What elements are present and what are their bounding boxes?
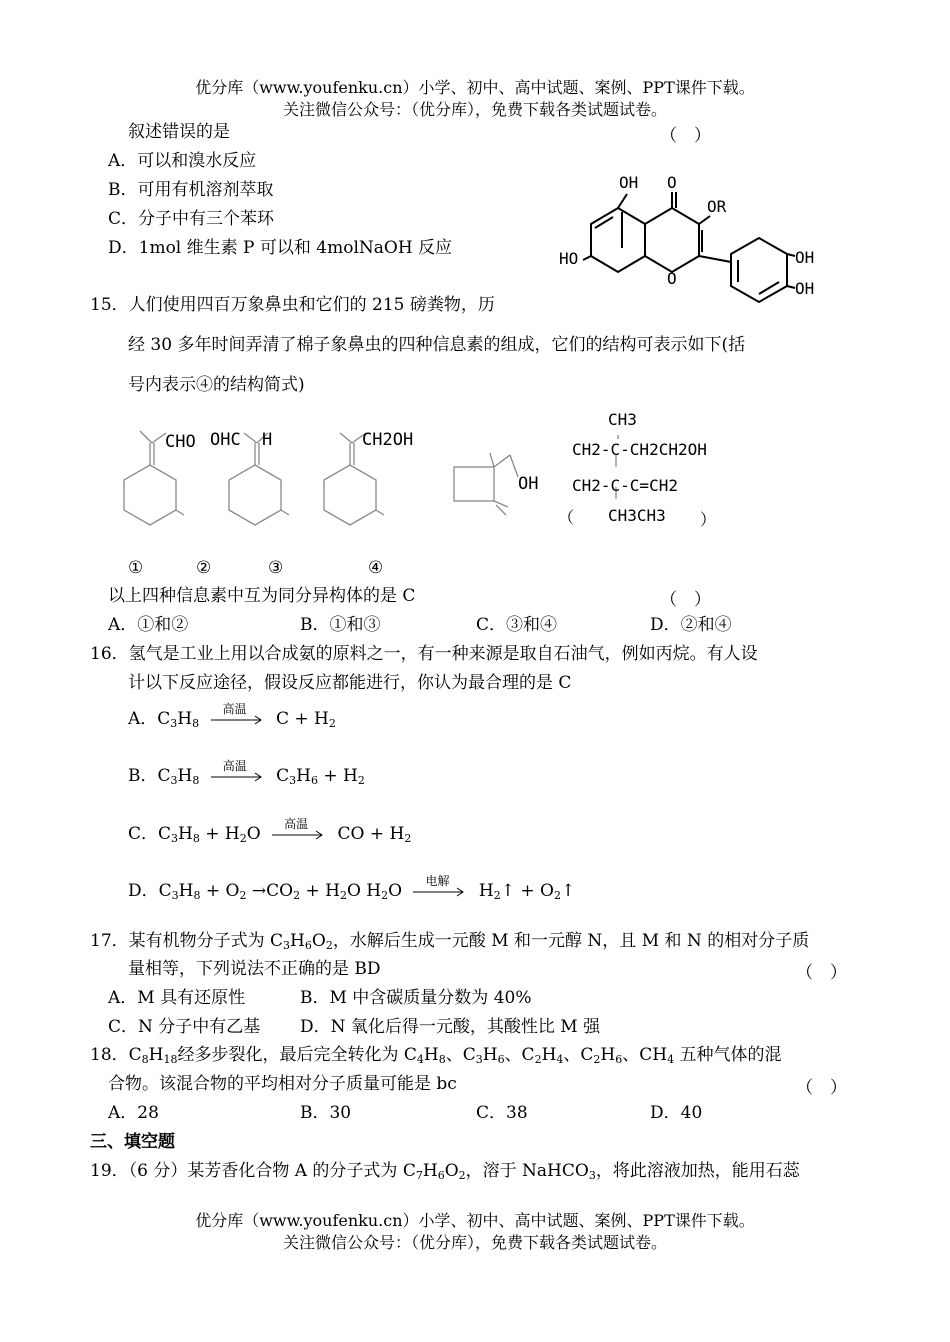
q16-option-c: C．$C_3H_8 + H_2O$ 高温 CO + $H_2$ — [128, 816, 412, 845]
pheromone-number-2: ② — [196, 558, 212, 578]
q15-option-d: D．②和④ — [650, 615, 732, 635]
vitamin-p-or: OR — [707, 197, 727, 216]
arrow-gaowen-c: 高温 — [270, 825, 328, 845]
pheromone-number-3: ③ — [268, 558, 284, 578]
q18-line-1: 18．$C_8H_{18}$经多步裂化，最后完全转化为 $C_4H_8$、$C_3H_6$、$C_2H_4$、$C_2H_6$、$CH_4$ 五种气体的混 — [90, 1045, 782, 1066]
q14-option-a: A．可以和溴水反应 — [108, 151, 257, 171]
pheromone-4-chain-2: CH2-C-C=CH2 — [572, 476, 678, 495]
q16-option-a: A．$C_3H_8$ 高温 $C + H_2$ — [128, 701, 336, 730]
pheromone-4-chain-1: CH2-C-CH2CH2OH — [572, 440, 707, 459]
q15-option-c: C．③和④ — [476, 615, 558, 635]
q16-option-b: B．$C_3H_8$ 高温 $C_3H_6 + H_2$ — [128, 758, 365, 787]
q18-answer-blank: （ ） — [796, 1078, 847, 1098]
header-line-2: 关注微信公众号：（优分库），免费下载各类试题试卷。 — [282, 100, 667, 119]
q17-line-1: 17．某有机物分子式为 $C_3H_6O_2$，水解后生成一元酸 M 和一元醇 N，且 M 和 N 的相对分子质 — [90, 931, 810, 952]
pheromone-4-left-paren: （ — [558, 508, 575, 527]
vitamin-p-structure — [555, 168, 835, 308]
q18-line-2: 合物。该混合物的平均相对分子质量可能是 bc — [108, 1074, 457, 1094]
pheromone-4-ch3-top: CH3 — [608, 410, 637, 429]
q14-stem: 叙述错误的是 — [128, 122, 230, 142]
pheromone-number-1: ① — [128, 558, 144, 578]
q16-option-d: D．$C_3H_8 + O_2 \to CO_2 + H_2O$ $H_2O$ 电解 $H_2↑$ + $O_2↑$ — [128, 873, 576, 902]
arrow-dianjie-d: 电解 — [411, 882, 469, 902]
q15-option-a: A．①和② — [108, 615, 189, 635]
q17-option-b: B．M 中含碳质量分数为 40% — [300, 988, 532, 1008]
q17-option-c: C．N 分子中有乙基 — [108, 1017, 261, 1037]
q14-option-b: B．可用有机溶剂萃取 — [108, 180, 274, 200]
header-line-1: 优分库（www.youfenku.cn）小学、初中、高中试题、案例、PPT课件下载。 — [195, 78, 755, 97]
q17-answer-blank: （ ） — [796, 963, 847, 983]
vitamin-p-oh-right-2: OH — [795, 279, 815, 298]
pheromone-4-ch3ch3: CH3CH3 — [608, 506, 666, 525]
q15-line-2: 经 30 多年时间弄清了棉子象鼻虫的四种信息素的组成，它们的结构可表示如下(括 — [128, 335, 746, 355]
pheromone-structures — [110, 405, 730, 540]
footer-line-1: 优分库（www.youfenku.cn）小学、初中、高中试题、案例、PPT课件下载。 — [195, 1211, 755, 1230]
q18-option-c: C．38 — [476, 1103, 528, 1123]
pheromone-2-ohc: OHC — [210, 430, 241, 450]
q16-line-1: 16．氢气是工业上用以合成氨的原料之一，有一种来源是取自石油气，例如丙烷。有人设 — [90, 644, 758, 664]
pheromone-2-h: H — [262, 430, 273, 450]
q15-answer-blank: （ ） — [660, 590, 711, 610]
q19-line-1: 19．（6 分）某芳香化合物 A 的分子式为 $C_7H_6O_2$，溶于 NaHCO$_3$，将此溶液加热，能用石蕊 — [90, 1161, 800, 1182]
q14-answer-blank: （ ） — [660, 126, 711, 146]
q16-line-2: 计以下反应途径，假设反应都能进行，你认为最合理的是 C — [128, 673, 572, 693]
pheromone-4-right-paren: ） — [700, 510, 717, 529]
q15-option-b: B．①和③ — [300, 615, 381, 635]
pheromone-number-4: ④ — [368, 558, 384, 578]
q17-option-a: A．M 具有还原性 — [108, 988, 246, 1008]
q18-option-b: B．30 — [300, 1103, 352, 1123]
vitamin-p-ring-o: O — [667, 269, 677, 288]
q18-option-d: D．40 — [650, 1103, 703, 1123]
q17-line-2: 量相等，下列说法不正确的是 BD — [128, 959, 381, 979]
vitamin-p-oh-top: OH — [619, 173, 639, 192]
footer-line-2: 关注微信公众号：（优分库），免费下载各类试题试卷。 — [282, 1233, 667, 1252]
vitamin-p-oh-right-1: OH — [795, 248, 815, 267]
q15-line-1: 15．人们使用四百万象鼻虫和它们的 215 磅粪物，历 — [90, 295, 495, 315]
arrow-gaowen-a: 高温 — [209, 710, 267, 730]
q14-option-c: C．分子中有三个苯环 — [108, 209, 275, 229]
section-3-title: 三、填空题 — [90, 1132, 175, 1152]
q17-option-d: D．N 氧化后得一元酸，其酸性比 M 强 — [300, 1017, 601, 1037]
pheromone-4-oh: OH — [518, 474, 539, 494]
pheromone-3-ch2oh: CH2OH — [362, 430, 414, 450]
vitamin-p-keto-o: O — [667, 173, 677, 192]
vitamin-p-ho-left: HO — [559, 249, 579, 268]
pheromone-1-cho: CHO — [165, 432, 196, 452]
q15-line-3: 号内表示④的结构简式) — [128, 375, 305, 395]
q18-option-a: A．28 — [108, 1103, 159, 1123]
vitamin-p-bonds — [583, 192, 795, 302]
arrow-gaowen-b: 高温 — [209, 767, 267, 787]
q15-question: 以上四种信息素中互为同分异构体的是 C — [108, 586, 416, 606]
q14-option-d: D．1mol 维生素 P 可以和 4molNaOH 反应 — [108, 238, 453, 258]
